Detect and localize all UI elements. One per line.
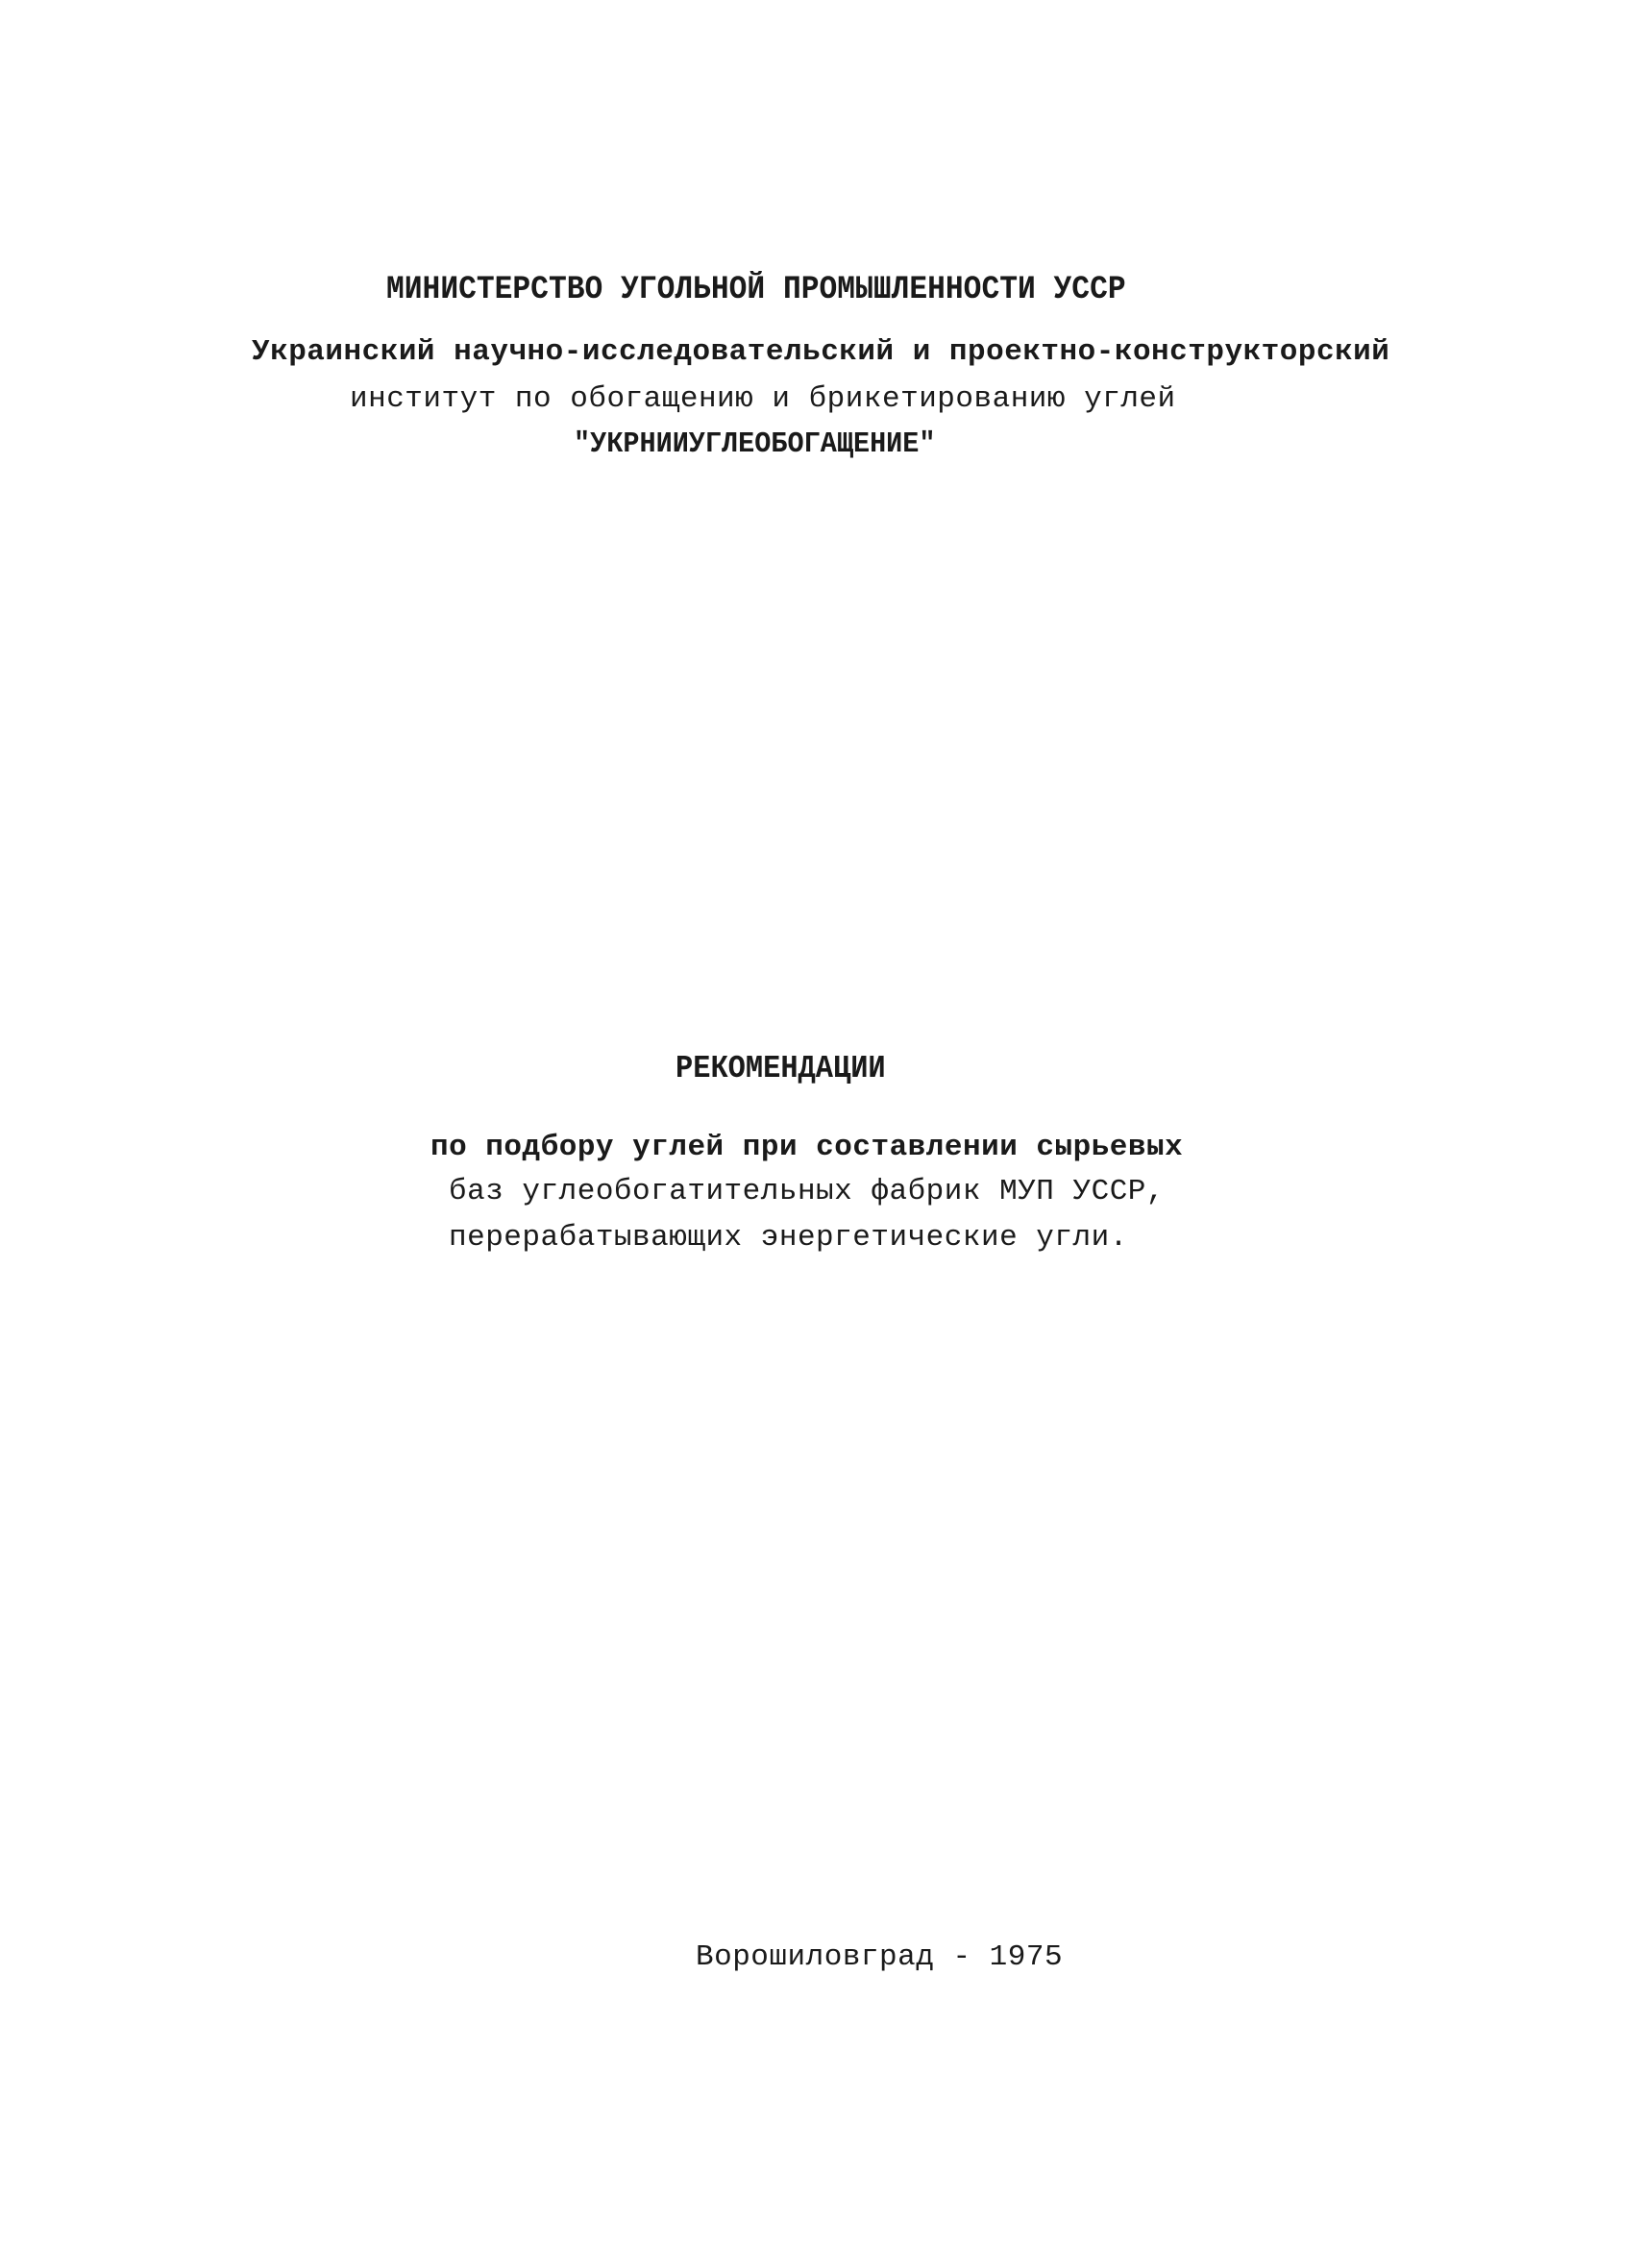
institute-name: "УКРНИИУГЛЕОБОГАЩЕНИЕ" xyxy=(574,427,936,461)
subtitle-line-3: перерабатывающих энергетические угли. xyxy=(449,1221,1128,1255)
document-title: РЕКОМЕНДАЦИИ xyxy=(676,1051,886,1086)
place-and-year: Ворошиловград - 1975 xyxy=(696,1940,1064,1974)
institute-line-1: Украинский научно-исследовательский и проектно-конструкторский xyxy=(252,335,1390,369)
institute-line-2: институт по обогащению и брикетированию углей xyxy=(350,382,1176,416)
ministry-heading: МИНИСТЕРСТВО УГОЛЬНОЙ ПРОМЫШЛЕННОСТИ УССР xyxy=(386,272,1126,308)
subtitle-line-2: баз углеобогатительных фабрик МУП УССР, xyxy=(449,1175,1166,1208)
subtitle-line-1: по подбору углей при составлении сырьевых xyxy=(430,1131,1184,1164)
